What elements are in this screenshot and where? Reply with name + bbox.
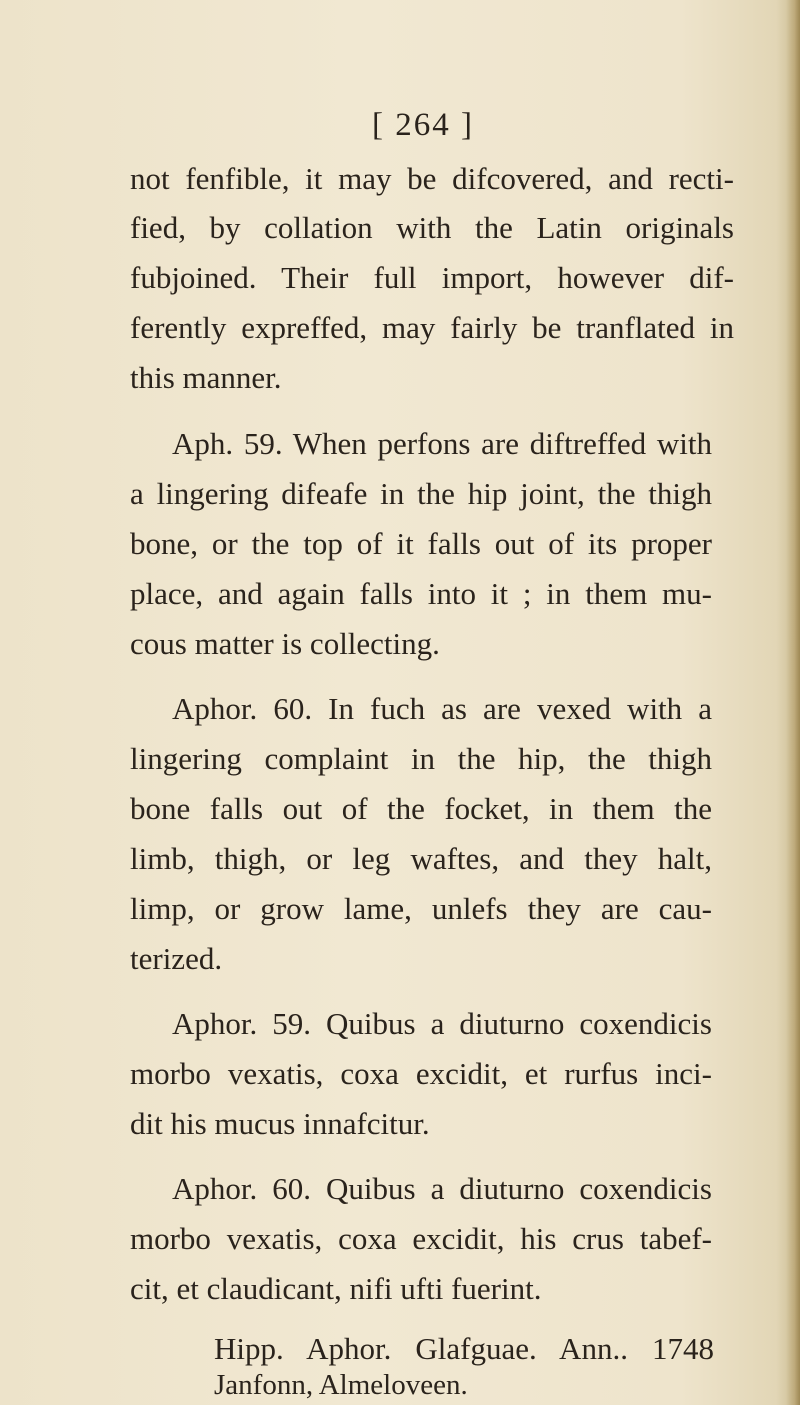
text-line: bone, or the top of it falls out of its proper <box>130 526 712 561</box>
text-line: lingering complaint in the hip, the thigh <box>130 741 712 776</box>
text-line: not fenfible, it may be difcovered, and recti- <box>130 161 734 196</box>
text-line: morbo vexatis, coxa excidit, et rurfus inci- <box>130 1056 712 1091</box>
text-line: dit his mucus innafcitur. <box>130 1106 430 1141</box>
text-line: this manner. <box>130 360 282 395</box>
text-line: cit, et claudicant, nifi ufti fuerint. <box>130 1271 542 1306</box>
text-line: Hipp. Aphor. Glafguae. Ann.. 1748 <box>214 1331 714 1366</box>
text-line: Aph. 59. When perfons are diftreffed with <box>172 426 712 461</box>
text-line: cous matter is collecting. <box>130 626 440 661</box>
text-line: limp, or grow lame, unlefs they are cau- <box>130 891 712 926</box>
text-line: bone falls out of the focket, in them the <box>130 791 712 826</box>
text-line: Aphor. 59. Quibus a diuturno coxendicis <box>172 1006 712 1041</box>
text-line: Aphor. 60. Quibus a diuturno coxendicis <box>172 1171 712 1206</box>
text-line: a lingering difeafe in the hip joint, the thigh <box>130 476 712 511</box>
text-line: limb, thigh, or leg waftes, and they halt, <box>130 841 712 876</box>
page-edge-shadow <box>786 0 800 1405</box>
text-line: Janfonn, Almeloveen. <box>214 1369 468 1401</box>
text-line: fubjoined. Their full import, however dif- <box>130 260 734 295</box>
text-line: ferently expreffed, may fairly be tranflated in <box>130 310 734 345</box>
text-line: Aphor. 60. In fuch as are vexed with a <box>172 691 712 726</box>
text-line: morbo vexatis, coxa excidit, his crus tabef- <box>130 1221 712 1256</box>
text-line: fied, by collation with the Latin originals <box>130 210 734 245</box>
page-number: [ 264 ] <box>372 107 474 143</box>
text-line: place, and again falls into it ; in them mu- <box>130 576 712 611</box>
text-line: terized. <box>130 941 223 976</box>
